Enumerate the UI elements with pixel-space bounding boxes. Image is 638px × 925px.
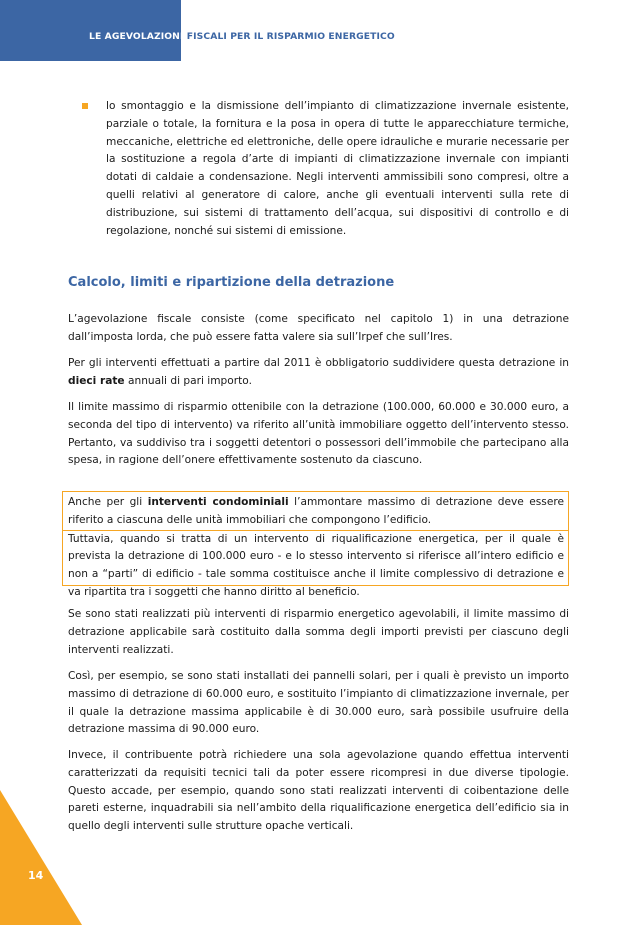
paragraph-esempio-pannelli: Così, per esempio, se sono stati installati dei pannelli solari, per i quali è previsto un importo massimo di detrazione di 60.000 euro, e sostituito l’impianto di climatizzazione invernale, per il quale la detrazione massima applicabile è di 30.000 euro, sarà possibile usufruire della detrazione massima di 90.000 euro. — [68, 670, 569, 736]
running-header-part-1: LE AGEVOLAZIONI — [89, 31, 187, 42]
corner-decoration — [0, 790, 82, 925]
page-number: 14 — [28, 869, 44, 882]
callout-text-after: l’ammontare massimo di detrazione deve essere riferito a ciascuna delle unità immobiliari che compongono l’edificio. — [68, 496, 564, 526]
callout-text-before: Anche per gli — [68, 496, 148, 508]
paragraph-una-sola-agevolazione: Invece, il contribuente potrà richiedere una sola agevolazione quando effettua interventi caratterizzati da requisiti tecnici tali da poter essere ricompresi in due diverse tipologie. Questo accade, per esempio, quando sono stati realizzati interventi di coibentazione delle pareti esterne, inquadrabili sia nell’ambito della riqualificazione energetica dell’edificio sia in quello degli interventi sulle strutture opache verticali. — [68, 749, 569, 833]
callout-paragraph-riqualificazione: Tuttavia, quando si tratta di un intervento di riqualificazione energetica, per il quale è prevista la detrazione di 100.000 euro - e lo stesso intervento si riferisce all’intero edificio e non a “parti” di edificio - tale somma costituisce anche il limite complessivo di detrazione e va ripartita tra i soggetti che hanno diritto al beneficio. — [68, 532, 564, 598]
list-item-text: lo smontaggio e la dismissione dell’impianto di climatizzazione invernale esistente, parziale o totale, la fornitura e la posa in opera di tutte le apparecchiature termiche, meccaniche, elettriche ed elettroniche, delle opere idrauliche e murarie necessarie per la sostituzione a regola d’arte di impianti di climatizzazione invernale con impianti dotati di caldaie a condensazione. Negli interventi ammissibili sono compresi, oltre a quelli relativi al generatore di calore, anche gli eventuali interventi sulla rete di distribuzione, sui sistemi di trattamento dell’acqua, sui dispositivi di controllo e di regolazione, nonché sui sistemi di emissione. — [106, 100, 569, 237]
paragraph-text-after: annuali di pari importo. — [124, 374, 252, 387]
paragraph-text-before: Per gli interventi effettuati a partire dal 2011 è obbligatorio suddividere questa detrazione in — [68, 357, 569, 369]
section-heading: Calcolo, limiti e ripartizione della detrazione — [68, 275, 395, 290]
bold-interventi-condominiali: interventi condominiali — [147, 496, 289, 508]
list-item — [82, 98, 569, 240]
paragraph-detrazione: L’agevolazione fiscale consiste (come specificato nel capitolo 1) in una detrazione dall’imposta lorda, che può essere fatta valere sia sull’Irpef che sull’Ires. — [68, 313, 569, 343]
callout-paragraph-condominiali — [68, 494, 564, 530]
callout-box — [62, 491, 569, 598]
bullet-list — [82, 98, 569, 240]
square-bullet-icon — [82, 103, 88, 109]
paragraph-limite-massimo: Il limite massimo di risparmio ottenibile con la detrazione (100.000, 60.000 e 30.000 euro, a seconda del tipo di intervento) va riferito all’unità immobiliare oggetto dell’intervento stesso. Pertanto, va suddiviso tra i soggetti detentori o possessori dell’immobile che partecipano alla spesa, in ragione dell’onere effettivamente sostenuto da ciascuno. — [68, 401, 569, 467]
paragraph-dieci-rate — [68, 355, 569, 391]
running-header-part-2: FISCALI PER IL RISPARMIO ENERGETICO — [186, 31, 395, 42]
bold-dieci-rate: dieci rate — [68, 374, 125, 387]
running-header — [89, 31, 395, 42]
paragraph-piu-interventi: Se sono stati realizzati più interventi di risparmio energetico agevolabili, il limite massimo di detrazione applicabile sarà costituito dalla somma degli importi previsti per ciascuno degli interventi realizzati. — [68, 608, 569, 656]
